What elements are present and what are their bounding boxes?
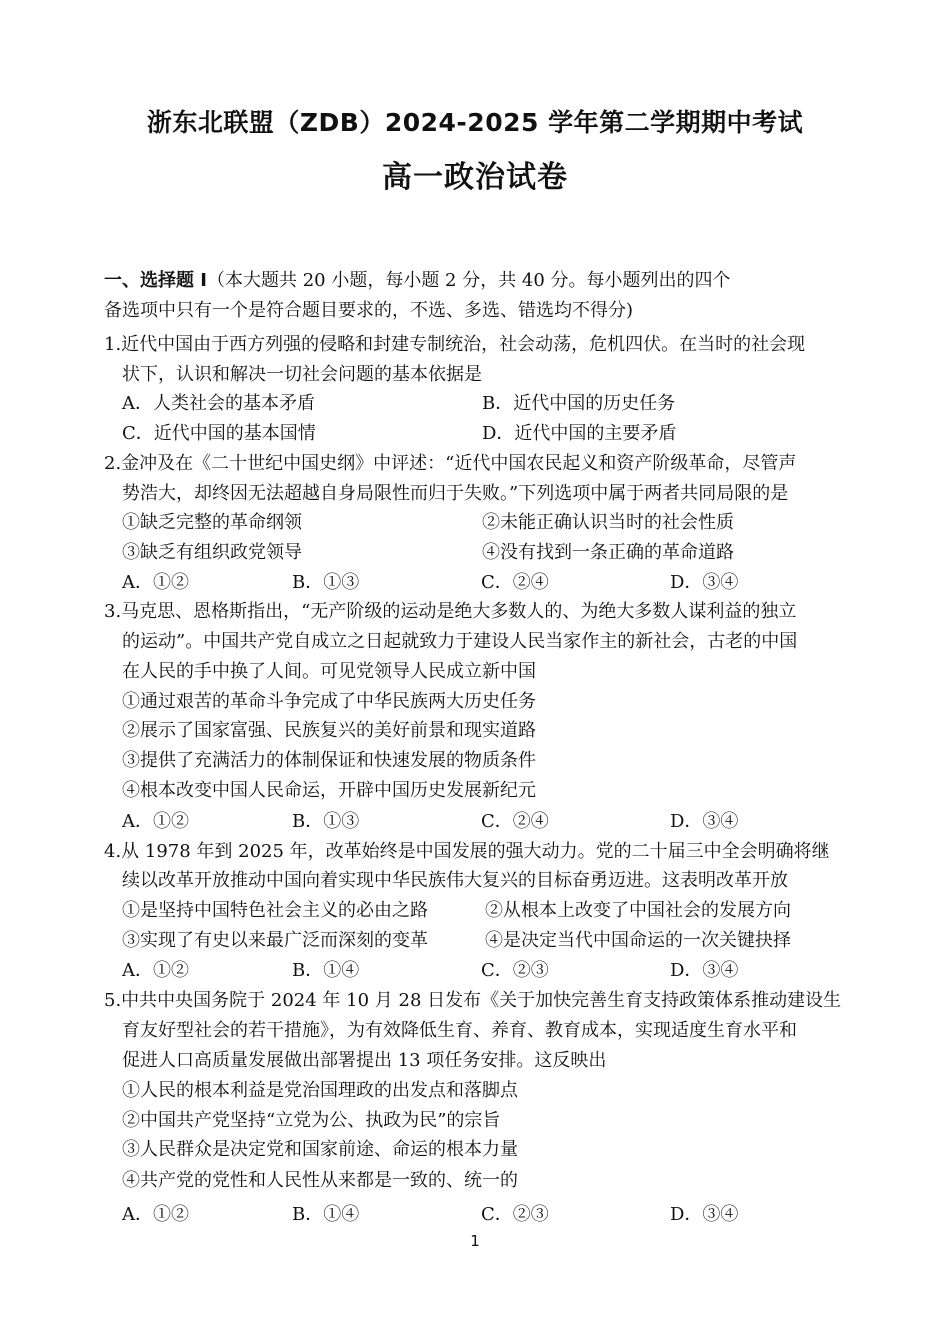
question-2-stem-line-2: 势浩大，却终因无法超越自身局限性而归于失败。”下列选项中属于两者共同局限的是 bbox=[122, 483, 789, 504]
section-instructions-2: 备选项中只有一个是符合题目要求的，不选、多选、错选均不得分) bbox=[104, 300, 634, 321]
question-2-statement-3: ③缺乏有组织政党领导 bbox=[122, 542, 302, 563]
question-1-stem-line-1: 1.近代中国由于西方列强的侵略和封建专制统治，社会动荡，危机四伏。在当时的社会现 bbox=[104, 334, 806, 355]
question-1-option-d: D．近代中国的主要矛盾 bbox=[482, 423, 677, 444]
exam-title: 浙东北联盟（ZDB）2024-2025 学年第二学期期中考试 bbox=[146, 108, 804, 137]
question-2-stem-line-1: 2.金冲及在《二十世纪中国史纲》中评述：“近代中国农民起义和资产阶级革命，尽管声 bbox=[104, 453, 797, 474]
question-4-statement-3: ③实现了有史以来最广泛而深刻的变革 bbox=[122, 930, 428, 951]
question-2-statement-4: ④没有找到一条正确的革命道路 bbox=[482, 542, 734, 563]
question-4-statement-1: ①是坚持中国特色社会主义的必由之路 bbox=[122, 900, 428, 921]
question-5-stem-line-2: 育友好型社会的若干措施》，为有效降低生育、养育、教育成本，实现适度生育水平和 bbox=[122, 1020, 797, 1041]
question-3-statement-3: ③提供了充满活力的体制保证和快速发展的物质条件 bbox=[122, 750, 536, 771]
question-2-option-b: B．①③ bbox=[292, 572, 360, 593]
question-5-stem-line-3: 促进人口高质量发展做出部署提出 13 项任务安排。这反映出 bbox=[122, 1050, 607, 1071]
question-2-option-d: D．③④ bbox=[670, 572, 739, 593]
question-5-option-c: C．②③ bbox=[481, 1204, 549, 1225]
question-5-option-a: A．①② bbox=[122, 1204, 189, 1225]
question-5-statement-3: ③人民群众是决定党和国家前途、命运的根本力量 bbox=[122, 1139, 518, 1160]
question-4-stem-line-2: 续以改革开放推动中国向着实现中华民族伟大复兴的目标奋勇迈进。这表明改革开放 bbox=[122, 870, 788, 891]
question-5-option-d: D．③④ bbox=[670, 1204, 739, 1225]
question-1-option-b: B．近代中国的历史任务 bbox=[482, 393, 676, 414]
question-4-option-d: D．③④ bbox=[670, 960, 739, 981]
question-5-statement-4: ④共产党的党性和人民性从来都是一致的、统一的 bbox=[122, 1170, 518, 1191]
question-5-statement-1: ①人民的根本利益是党治国理政的出发点和落脚点 bbox=[122, 1080, 518, 1101]
question-4-option-b: B．①④ bbox=[292, 960, 360, 981]
question-3-option-c: C．②④ bbox=[481, 811, 549, 832]
section-heading bbox=[104, 266, 854, 326]
question-3-stem-line-1: 3.马克思、恩格斯指出，“无产阶级的运动是绝大多数人的、为绝大多数人谋利益的独立 bbox=[104, 601, 797, 622]
page-number: 1 bbox=[470, 1232, 480, 1250]
question-2-option-a: A．①② bbox=[122, 572, 189, 593]
question-2-option-c: C．②④ bbox=[481, 572, 549, 593]
section-title: 一、选择题 I bbox=[104, 270, 207, 291]
question-3-option-d: D．③④ bbox=[670, 811, 739, 832]
question-3-option-a: A．①② bbox=[122, 811, 189, 832]
question-2-statement-1: ①缺乏完整的革命纲领 bbox=[122, 512, 302, 533]
question-1-option-a: A．人类社会的基本矛盾 bbox=[122, 393, 315, 414]
question-5-stem-line-1: 5.中共中央国务院于 2024 年 10 月 28 日发布《关于加快完善生育支持政策体系推动建设生 bbox=[104, 990, 842, 1011]
question-5-option-b: B．①④ bbox=[292, 1204, 360, 1225]
question-4-option-c: C．②③ bbox=[481, 960, 549, 981]
question-3-option-b: B．①③ bbox=[292, 811, 360, 832]
question-3-statement-1: ①通过艰苦的革命斗争完成了中华民族两大历史任务 bbox=[122, 691, 536, 712]
question-5-statement-2: ②中国共产党坚持“立党为公、执政为民”的宗旨 bbox=[122, 1110, 501, 1131]
question-3-statement-4: ④根本改变中国人民命运，开辟中国历史发展新纪元 bbox=[122, 780, 536, 801]
question-3-statement-2: ②展示了国家富强、民族复兴的美好前景和现实道路 bbox=[122, 720, 536, 741]
question-1-stem-line-2: 状下，认识和解决一切社会问题的基本依据是 bbox=[122, 364, 482, 385]
question-4-statement-4: ④是决定当代中国命运的一次关键抉择 bbox=[485, 930, 791, 951]
section-instructions-1: （本大题共 20 小题，每小题 2 分，共 40 分。每小题列出的四个 bbox=[206, 270, 731, 291]
question-4-stem-line-1: 4.从 1978 年到 2025 年，改革始终是中国发展的强大动力。党的二十届三中全会明确将继 bbox=[104, 841, 830, 862]
exam-subtitle: 高一政治试卷 bbox=[382, 160, 568, 195]
question-4-option-a: A．①② bbox=[122, 960, 189, 981]
question-4-statement-2: ②从根本上改变了中国社会的发展方向 bbox=[485, 900, 791, 921]
question-3-stem-line-3: 在人民的手中换了人间。可见党领导人民成立新中国 bbox=[122, 661, 536, 682]
question-1-option-c: C．近代中国的基本国情 bbox=[122, 423, 316, 444]
question-3-stem-line-2: 的运动”。中国共产党自成立之日起就致力于建设人民当家作主的新社会，古老的中国 bbox=[122, 631, 798, 652]
question-2-statement-2: ②未能正确认识当时的社会性质 bbox=[482, 512, 734, 533]
